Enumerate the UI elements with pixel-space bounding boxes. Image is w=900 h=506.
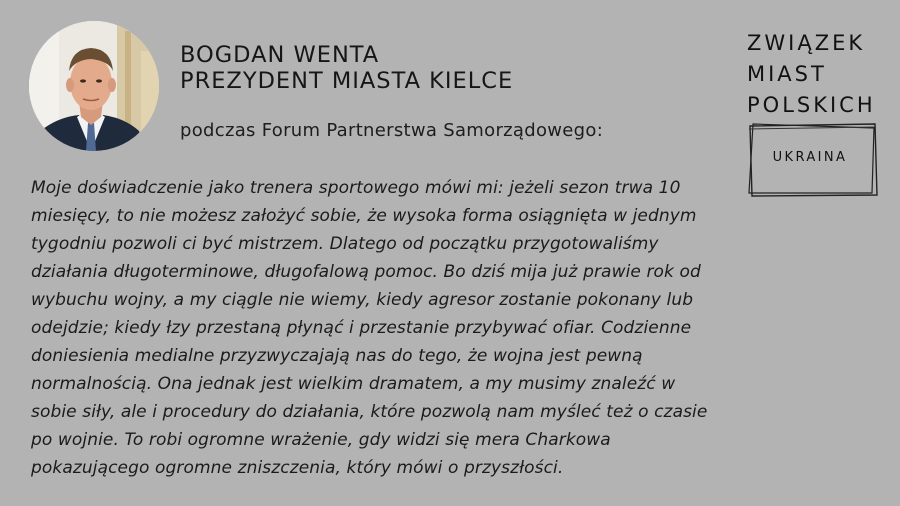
quote-line: po wojnie. To robi ogromne wrażenie, gdy widzi się mera Charkowa bbox=[31, 430, 611, 450]
badge-label: UKRAINA bbox=[772, 150, 848, 165]
speaker-context: podczas Forum Partnerstwa Samorządowego: bbox=[180, 120, 604, 141]
organization-line-1: ZWIĄZEK bbox=[747, 31, 866, 55]
organization-logo-text bbox=[747, 28, 876, 121]
quote-line: Moje doświadczenie jako trenera sportowego mówi mi: jeżeli sezon trwa 10 bbox=[31, 178, 681, 198]
ukraina-badge bbox=[748, 123, 878, 197]
quote-line: odejdzie; kiedy łzy przestaną płynąć i przestanie przybywać ofiar. Codzienne bbox=[31, 318, 692, 338]
organization-line-3: POLSKICH bbox=[747, 93, 876, 117]
quote-text bbox=[31, 174, 761, 482]
organization-line-2: MIAST bbox=[747, 62, 827, 86]
quote-line: doniesienia medialne przyzwyczajają nas do tego, że wojna jest pewną bbox=[31, 346, 643, 366]
speaker-role: PREZYDENT MIASTA KIELCE bbox=[180, 68, 514, 94]
speaker-heading bbox=[180, 42, 513, 94]
quote-line: wybuchu wojny, a my ciągle nie wiemy, kiedy agresor zostanie pokonany lub bbox=[31, 290, 694, 310]
quote-line: pokazującego ogromne zniszczenia, który mówi o przyszłości. bbox=[31, 458, 564, 478]
quote-line: normalnością. Ona jednak jest wielkim dramatem, a my musimy znaleźć w bbox=[31, 374, 676, 394]
quote-line: miesięcy, to nie możesz założyć sobie, że wysoka forma osiągnięta w jednym bbox=[31, 206, 697, 226]
speaker-portrait bbox=[29, 21, 159, 151]
quote-line: tygodniu pozwoli ci być mistrzem. Dlatego od początku przygotowaliśmy bbox=[31, 234, 659, 254]
speaker-name: BOGDAN WENTA bbox=[180, 42, 380, 68]
quote-line: sobie siły, ale i procedury do działania, które pozwolą nam myśleć też o czasie bbox=[31, 402, 708, 422]
quote-line: działania długoterminowe, długofalową pomoc. Bo dziś mija już prawie rok od bbox=[31, 262, 701, 282]
